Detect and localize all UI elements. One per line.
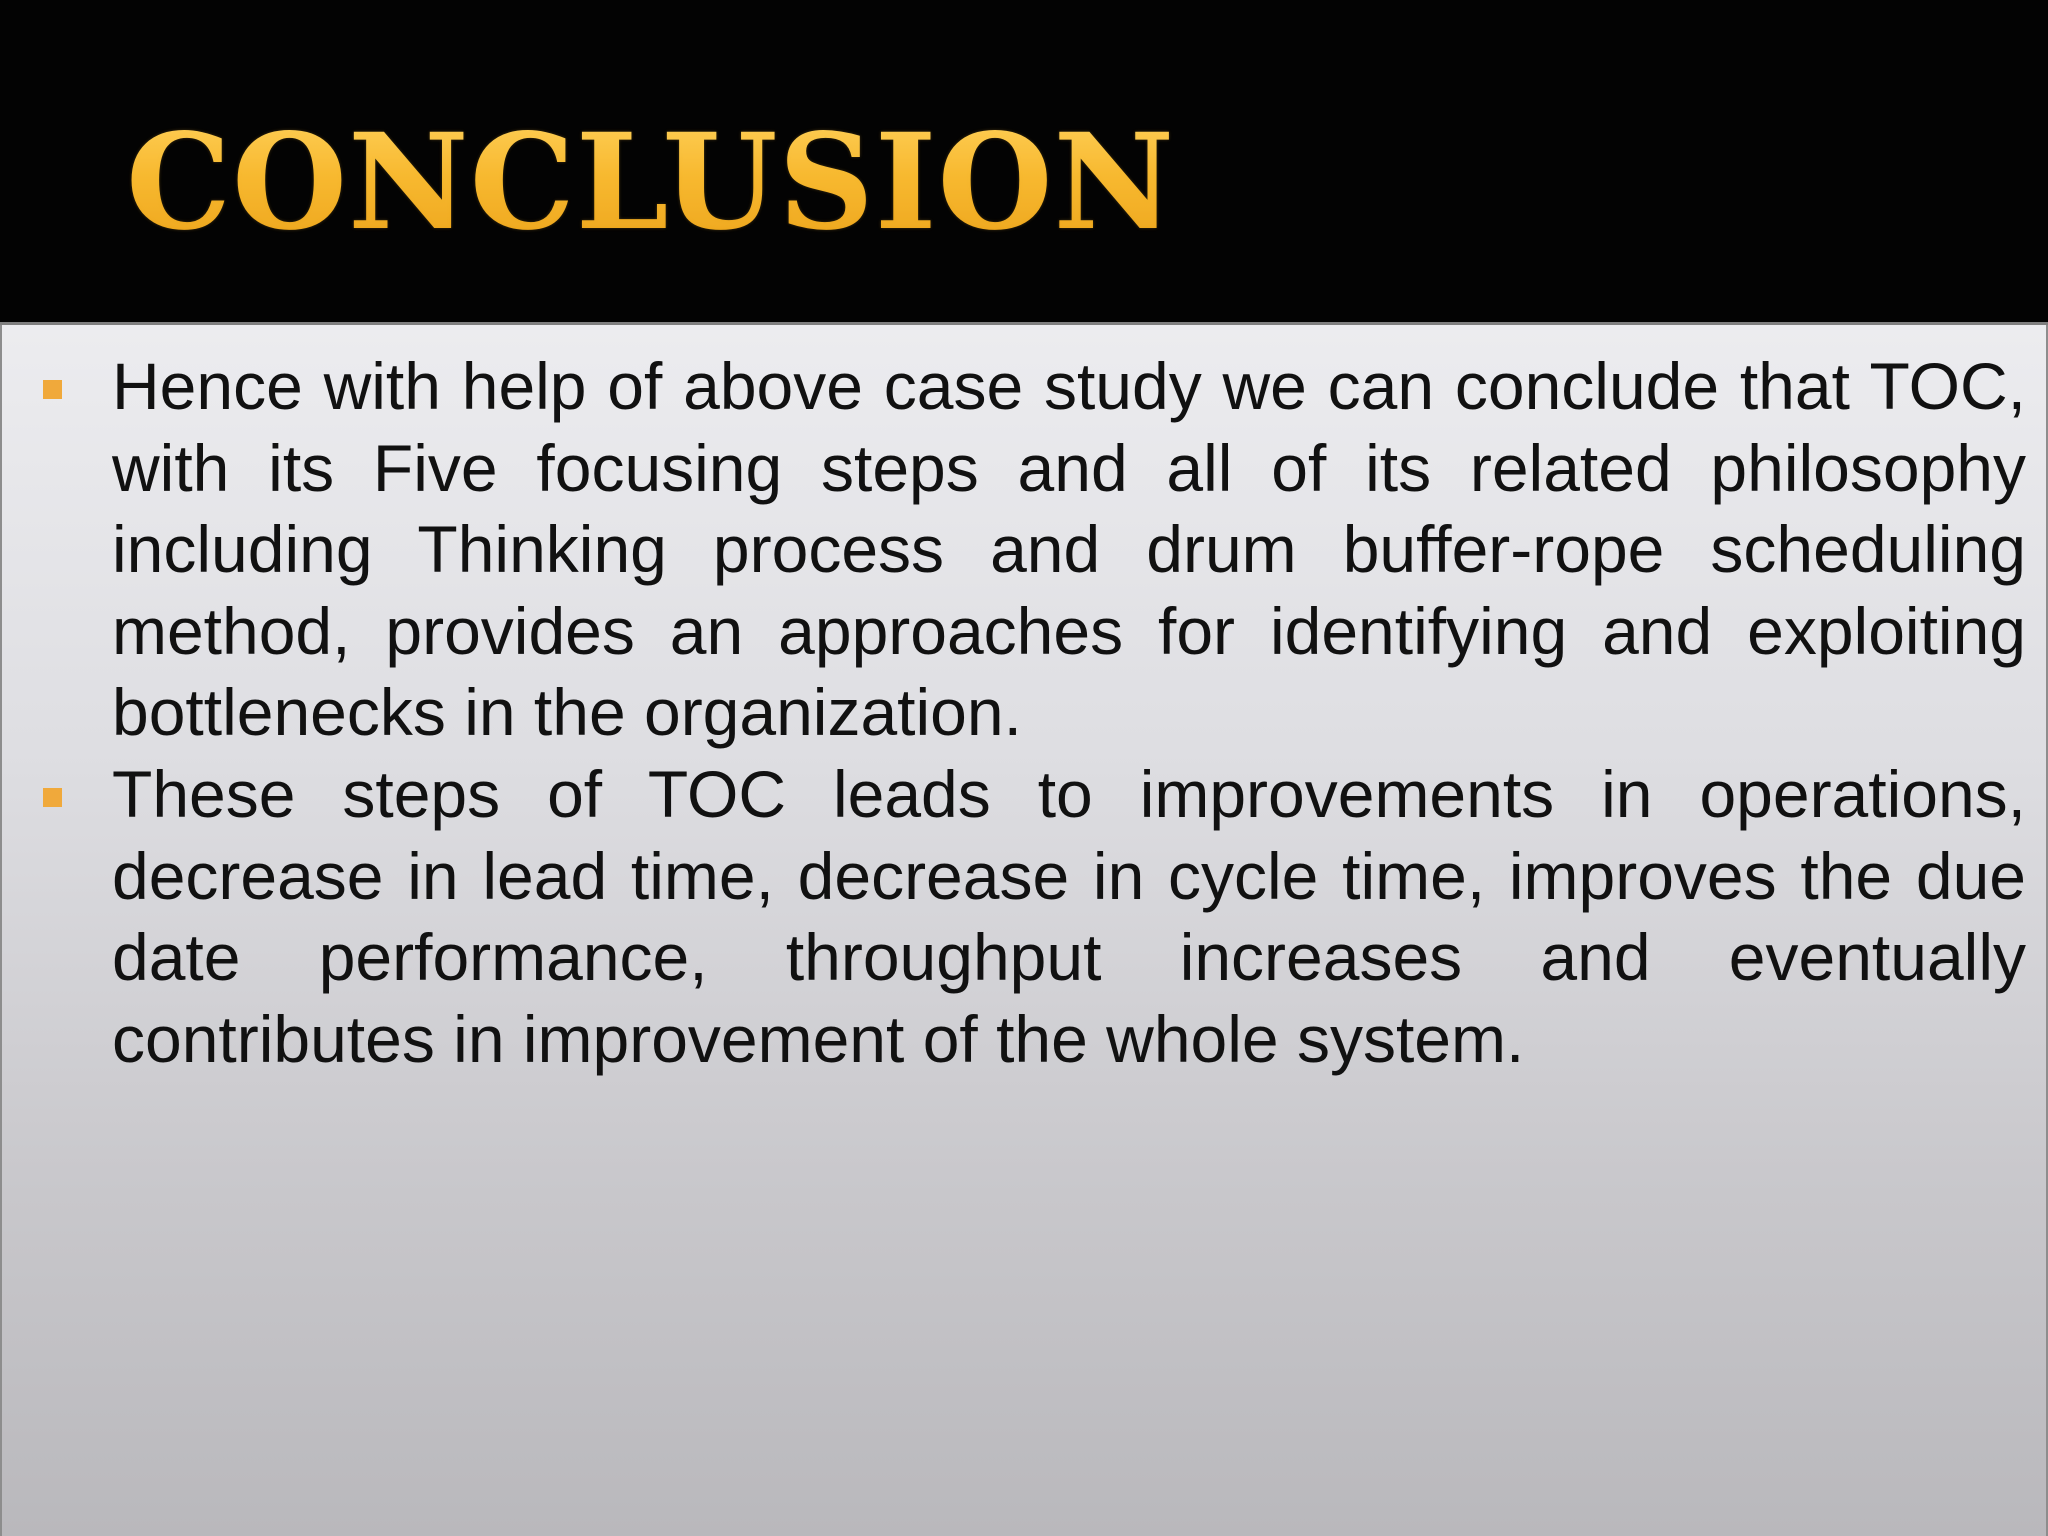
bullet-item [0,754,2048,1080]
square-bullet-icon [43,788,62,807]
bullet-list [0,346,2048,1080]
square-bullet-icon [43,380,62,399]
slide-title: CONCLUSION [126,105,1176,260]
bullet-item [0,346,2048,754]
bullet-text: Hence with help of above case study we can conclude that TOC, with its Five focusing steps and all of its related philosophy including Thinking process and drum buffer-rope scheduling method, provides an approaches for identifying and exploiting bottlenecks in the organization. [112,349,2026,750]
bullet-text: These steps of TOC leads to improvements in operations, decrease in lead time, decrease in cycle time, improves the due date performance, throughput increases and eventually contributes in improvement of the whole system. [112,756,2026,1076]
slide-header [0,0,2048,322]
